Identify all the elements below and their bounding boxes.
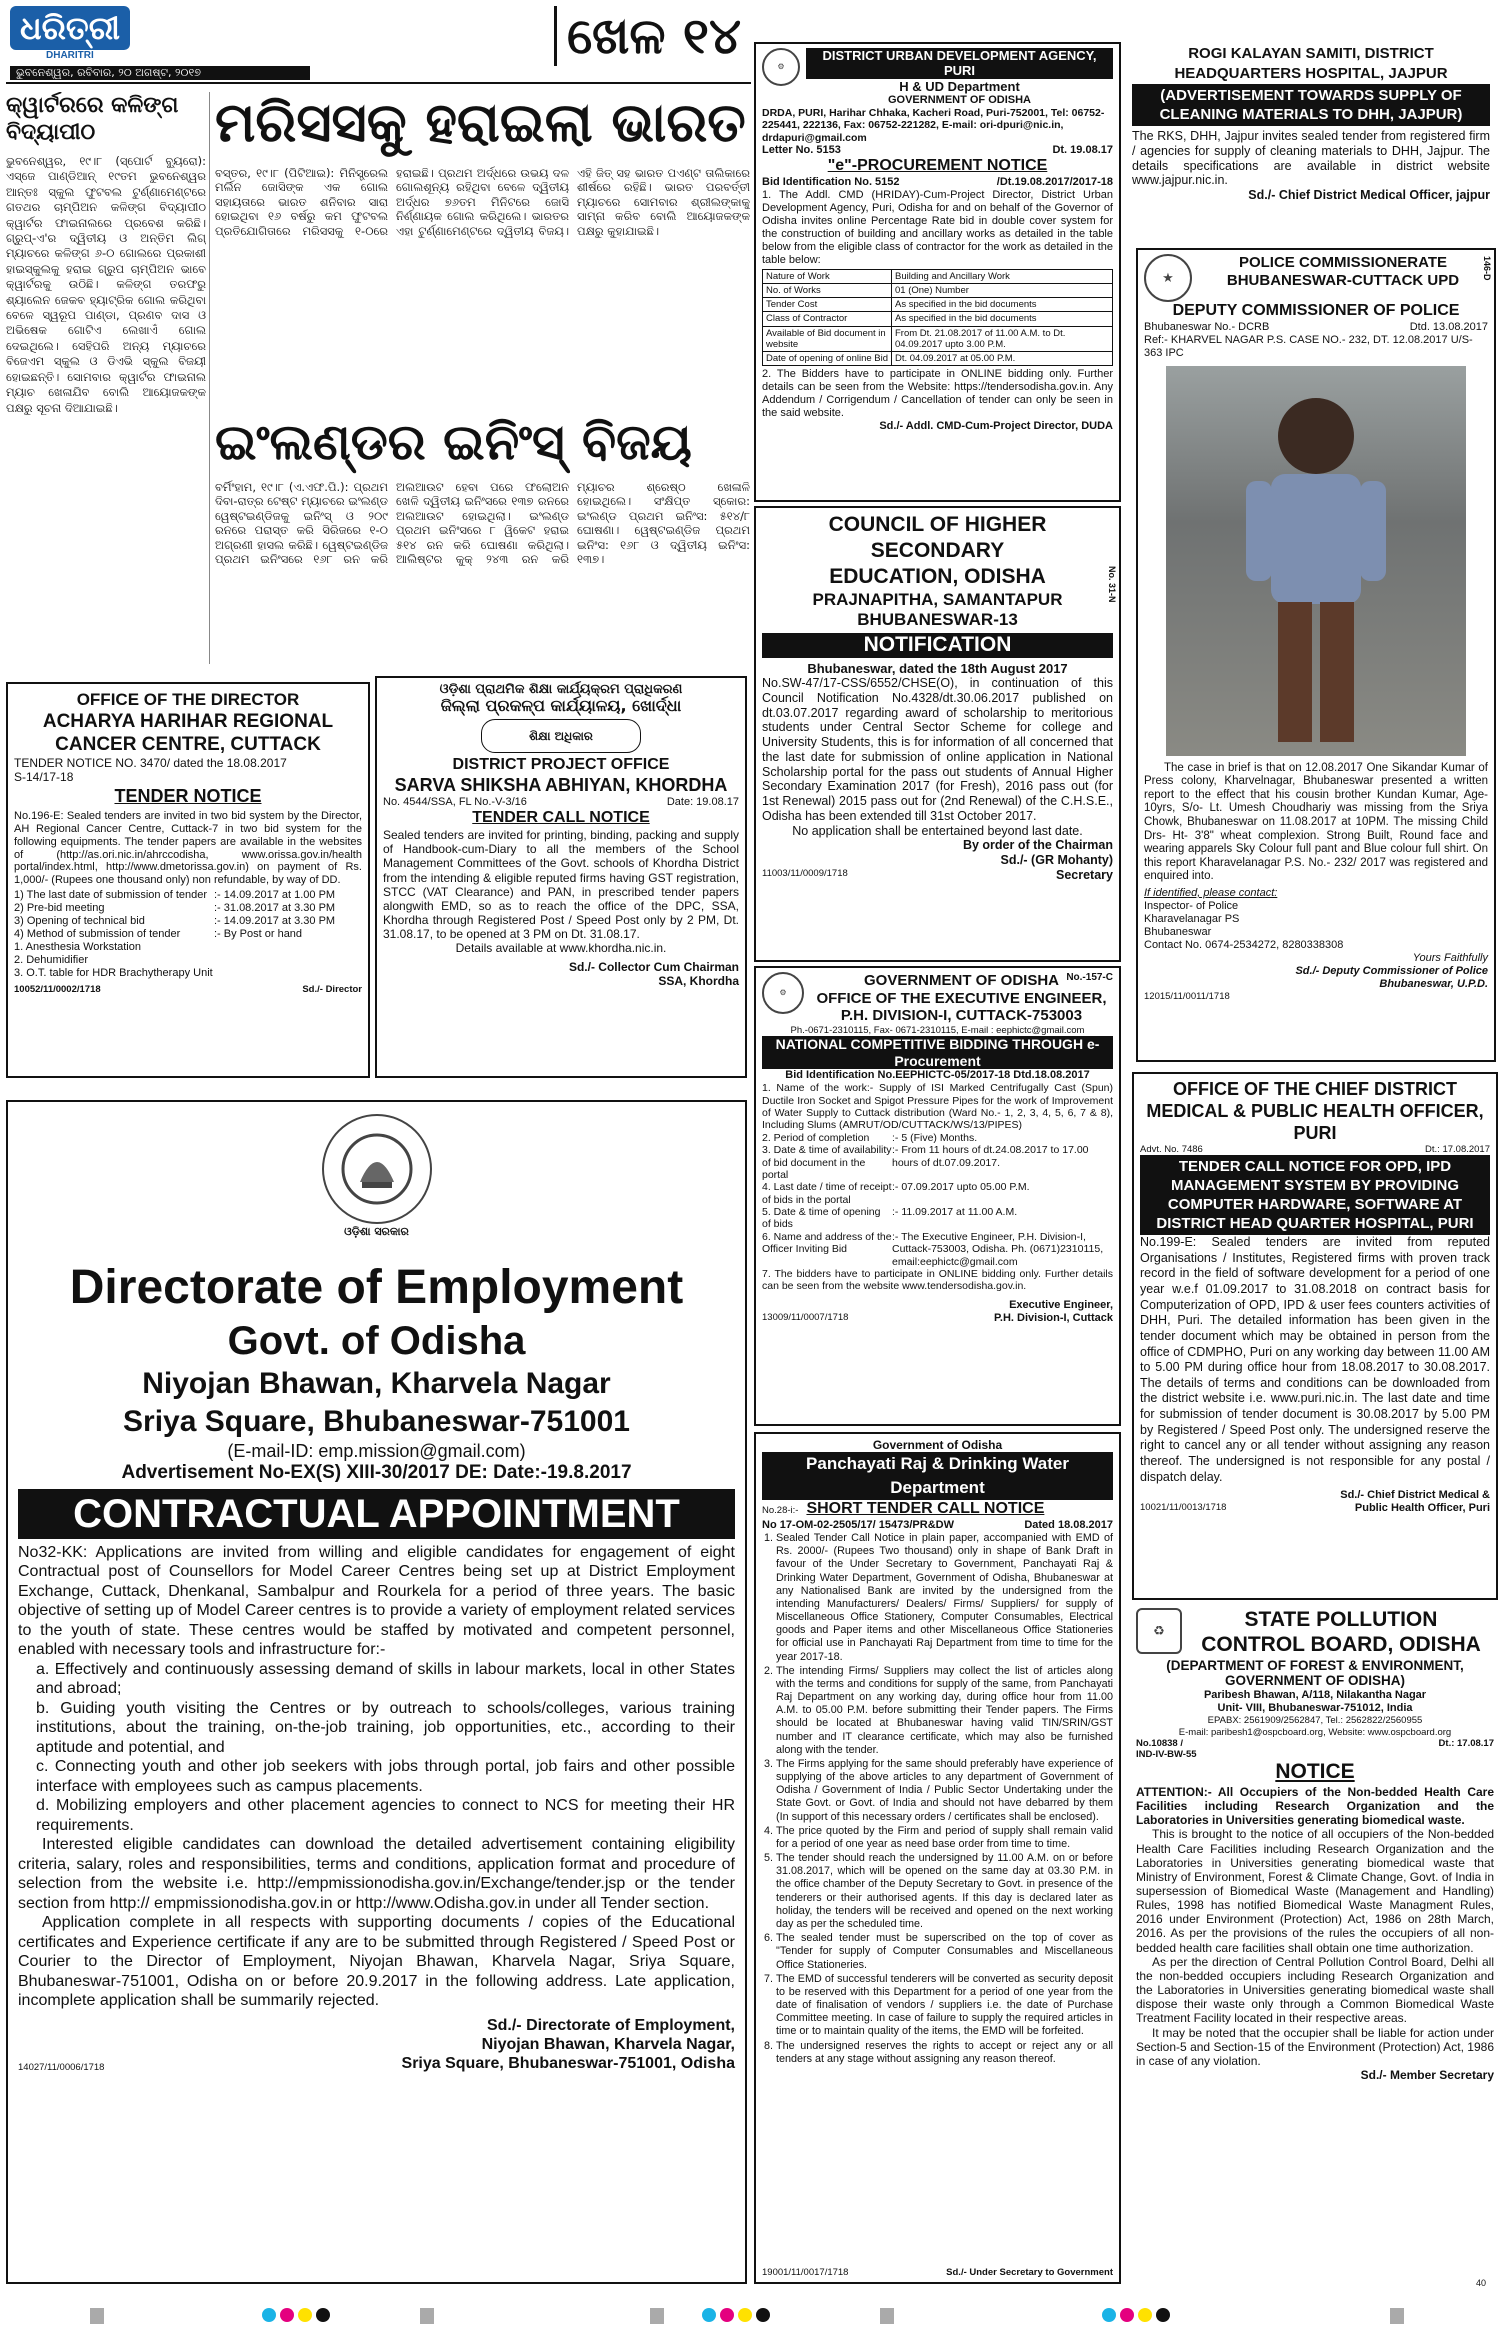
color-marks: [260, 2308, 332, 2325]
ad-sign: Sd./- Under Secretary to Government: [946, 2266, 1113, 2278]
ad-title: Niyojan Bhawan, Kharvela Nagar: [142, 1366, 611, 1400]
ad-banner: TENDER CALL NOTICE FOR OPD, IPD MANAGEMENT SYSTEM BY PROVIDING COMPUTER HARDWARE, SOFTWARE AT DISTRICT HEAD QUARTER HOSPITAL, PURI: [1140, 1155, 1490, 1235]
point-item: d. Mobilizing employers and other placement agencies to connect to NCS for meeting their HR requirements.: [36, 1797, 735, 1834]
ad-number: No.10838 /: [1136, 1737, 1183, 1749]
ad-body: 1. The Addl. CMD (HRIDAY)-Cum-Project Director, District Urban Development Agency, Puri, Odisha for and on behalf of the Governor of Odisha invites online Percentage Rate bid in double cover system for the construction of building and ancillary works as detailed in the table below from the eligible class of contractor for the work as detailed in the table below:: [762, 188, 1113, 266]
dates-list: [14, 889, 362, 941]
ad-body: 2. The Bidders have to participate in ONLINE bidding only. Further details can be seen from the Website: https://tendersodisha.gov.in. Any Addendum / Corrigendum / Cancellation of tender can only be seen in the said website.: [762, 368, 1113, 420]
ad-title: GOVERNMENT OF ODISHA: [887, 93, 1031, 106]
letter-number: Letter No. 5153: [762, 144, 841, 157]
side-code: No. 31-N: [1107, 566, 1117, 603]
table-row: No. of Works 01 (One) Number: [763, 283, 1113, 297]
ad-address: Paribesh Bhawan, A/118, Nilakantha Nagar: [1203, 1689, 1427, 1702]
black-mark: [1156, 2308, 1170, 2322]
ad-date: Date: 19.08.17: [666, 796, 739, 809]
ad-date: Dtd. 13.08.2017: [1409, 320, 1488, 333]
ad-sign: Sriya Square, Bhubaneswar-751001, Odisha: [401, 2054, 735, 2072]
ad-ahrcc: [6, 682, 370, 1078]
ad-yours: Yours Faithfully: [1412, 951, 1488, 964]
cyan-mark: [262, 2308, 276, 2322]
ad-sign: Sd./- (GR Mohanty): [1000, 853, 1113, 868]
child-photo-icon: [1166, 366, 1466, 756]
ad-sign: Sd./- Directorate of Employment,: [486, 2016, 735, 2034]
yellow-mark: [1138, 2308, 1152, 2322]
ad-header: [762, 48, 1113, 107]
ad-date: Dated 18.08.2017: [1024, 1519, 1113, 1532]
color-marks: [700, 2308, 772, 2325]
page-label: ଖେଳ ୧୪: [554, 6, 741, 66]
ad-date: Dt.: 17.08.17: [1438, 1737, 1494, 1749]
ad-banner: NOTIFICATION: [762, 633, 1113, 658]
phd-row: 3. Date & time of availability of bid document in the portal :- From 11 hours of dt.24.08.2017 to 17.00 hours of dt.07.09.2017.: [762, 1144, 1089, 1181]
bid-id: Bid Identification No. 5152: [762, 175, 900, 188]
ad-title: CONTROL BOARD, ODISHA: [1201, 1632, 1481, 1656]
ad-banner: CONTRACTUAL APPOINTMENT: [18, 1489, 735, 1539]
ad-sign: Executive Engineer,: [1009, 1298, 1113, 1311]
ad-code: 14027/11/0006/1718: [18, 2062, 105, 2074]
ad-title: DEPUTY COMMISSIONER OF POLICE: [1172, 302, 1460, 319]
equipment-item: 1. Anesthesia Workstation: [14, 941, 141, 954]
list-item: 2. The intending Firms/ Suppliers may collect the list of articles along with the terms and conditions for supply of the same, from Panchayati Raj Department on any working day, during office hour from 11.00 A.M. to 05.00 P.M. before submitting their Tender papers. The Firms should be located at Bhubaneswar having valid TIN/SRIN/GST number and IT clearance certificate, which may also be furnished along with the tender.: [776, 1665, 1113, 1757]
list-item: 1. Sealed Tender Call Notice in plain paper, accompanied with EMD of Rs. 2000/- (Rupees Two thousand) only in shape of Bank Draft in favour of the Under Secretary to Government, Panchayati Raj & Drinking Water Department, Government of Odisha, Bhubaneswar at any Nationalised Bank are invited by the undersigned from the intending Manufacturers/ Dealers/ Firms/ Suppliers/ for supply of Miscellaneous Office Stationery, Computer Consumables, Electrical goods and Paper items and other Miscellaneous Office Stationeries for official use in Panchayati Raj Department from time to time for the year 2017-18.: [776, 1532, 1113, 1664]
ad-number: No.28-i:-: [762, 1505, 799, 1517]
table-row: Tender Cost As specified in the bid documents: [763, 298, 1113, 312]
ad-sign: Sd./- Deputy Commissioner of Police: [1295, 964, 1488, 977]
ad-footer: [14, 984, 362, 995]
ad-note: No application shall be entertained beyond last date.: [792, 823, 1083, 838]
spcb-logo-icon: ♻: [1136, 1608, 1182, 1654]
phd-row: 4. Last date / time of receipt of bids in the portal :- 07.09.2017 upto 05.00 P.M.: [762, 1181, 1030, 1206]
ad-footer: [762, 1312, 1113, 1325]
ad-contact: EPABX: 2561909/2562847, Tel.: 2562822/2560955: [1207, 1715, 1423, 1727]
masthead-logo: ଧରିତ୍ରୀ: [10, 6, 130, 50]
ad-banner: Panchayati Raj & Drinking Water Department: [762, 1452, 1113, 1500]
tender-ref: S-14/17-18: [14, 770, 74, 785]
ad-sign: Public Health Officer, Puri: [1354, 1502, 1490, 1515]
article-kalinga: [6, 92, 206, 664]
ad-title: DISTRICT URBAN DEVELOPMENT AGENCY, PURI: [806, 48, 1113, 79]
ad-address: DRDA, PURI, Harihar Chhaka, Kacheri Road, Puri-752001, Tel: 06752-225441, 222136, Fax: 06752-221282, E-mail: ori-dpuri@nic.in, drdapuri@gmail.com: [762, 106, 1105, 144]
list-item: 3. The Firms applying for the same should preferably have experience of supplying of the above articles to any department of Government of Odisha / Government of India / Public Sector Undertaking under the State Govt. or Govt. of India and should not have debarred by them (In support of this necessary orders / certificates shall be enclosed).: [776, 1758, 1113, 1824]
ad-phd: [754, 966, 1121, 1426]
ad-dated: Bhubaneswar, dated the 18th August 2017: [807, 660, 1068, 676]
ad-address: Unit- VIII, Bhubaneswar-751012, India: [1217, 1702, 1413, 1715]
ad-paragraph: Application complete in all respects with supporting documents / copies of the Educational certificates and Experience certificate if any are to be submitted through Registered / Speed Post or Courier to the Director of Employment, Niyojan Bhawan, Kharvela Nagar, Sriya Square, Bhubaneswar-751001, Odisha on or before 20.9.2017 in the following address. Late application, incomplete application shall be summarily rejected.: [18, 1914, 735, 2010]
ssa-logo-text: ଶିକ୍ଷା ଅଧିକାର: [529, 729, 593, 744]
ad-subtitle: (DEPARTMENT OF FOREST & ENVIRONMENT, GOVERNMENT OF ODISHA): [1166, 1657, 1464, 1689]
emblem-text: ଓଡ଼ିଶା ସରକାର: [344, 1225, 409, 1238]
ad-header: [1136, 1608, 1494, 1658]
ad-title: STATE POLLUTION: [1244, 1608, 1438, 1631]
contact-line: Contact No. 0674-2534272, 8280338308: [1144, 938, 1344, 951]
ad-body: 1. Name of the work:- Supply of ISI Marked Centrifugally Cast (Spun) Ductile Iron Socket and Spigot Pressure Pipes for the work of Improvement of Water Supply to Cuttack distribution (Ward No.- 1, 2, 3, 4, 5, 6, 7 & 8), Including Slums (AMRUT/OD/CUTTACK/WS/13/PIPES): [762, 1082, 1113, 1132]
point-item: b. Guiding youth visiting the Centres or by outreach to schools/colleges, various training institutions, about the training, on-the-job training, job opportunities, etc., according to their aptitude and potential, and: [36, 1699, 735, 1756]
ad-body: No.199-E: Sealed tenders are invited from reputed Organisations / Institutes, Registered firms with proven track record in the field of software development for a period of one year w.e.f 01.09.2017 to 31.08.2018 on contract basis for Computerization of OPD, IPD & user fees counters activities of DHH, Puri. The detailed information has been given in the tender document which may be obtained in person from the office of CDMPHO, Puri on any working day between 11.00 AM to 5.00 PM during office hour from 18.08.2017 to 30.08.2017. The details of terms and conditions can be downloaded from the district website i.e. www.puri.nic.in. The last date and time for submission of tender document is 30.08.2017 by 5.00 PM by Registered / Speed Post only. The undersigned reserve the right to cancel any or all tender without assigning any reason thereof. The undersigned is not responsible for any postal / dispatch delay.: [1140, 1235, 1490, 1484]
magenta-mark: [280, 2308, 294, 2322]
ad-title: Govt. of Odisha: [227, 1318, 526, 1363]
ad-sign: Sd./- Member Secretary: [1360, 2068, 1494, 2083]
ad-body: The RKS, DHH, Jajpur invites sealed tender from registered firm / agencies for supply of cleaning materials to DHH, Jajpur. The details specifications are available in district website www.jajpur.nic.in.: [1132, 129, 1490, 188]
gray-bar: [90, 2308, 104, 2324]
ad-title: BHUBANESWAR-13: [857, 610, 1018, 630]
bid-id: Bid Identification No.EEPHICTC-05/2017-18 Dtd.18.08.2017: [785, 1069, 1090, 1082]
page-number: 40: [1476, 2278, 1487, 2288]
ad-heading-row: [762, 1500, 1113, 1519]
phd-row: 2. Period of completion :- 5 (Five) Months.: [762, 1131, 978, 1144]
magenta-mark: [1120, 2308, 1134, 2322]
duda-table: [762, 269, 1113, 366]
points-list: [18, 1660, 735, 1836]
ad-title: Government of Odisha: [872, 1438, 1003, 1452]
ad-number: No. 4544/SSA, FL No.-V-3/16: [383, 796, 527, 809]
ad-title: ROGI KALAYAN SAMITI, DISTRICT HEADQUARTERS HOSPITAL, JAJPUR: [1174, 45, 1448, 82]
gray-bar: [1390, 2308, 1404, 2324]
article-headline: କ୍ୱାର୍ଟରରେ କଳିଙ୍ଗ ବିଦ୍ୟାପୀଠ: [6, 93, 179, 145]
bid-meta: [762, 176, 1113, 189]
ad-number: Advt. No. 7486: [1140, 1144, 1203, 1155]
prdw-list: [762, 1532, 1113, 2066]
ad-police: [1136, 248, 1496, 1062]
dates-row: 2) Pre-bid meeting :- 31.08.2017 at 3.30 PM: [14, 902, 336, 915]
ad-body: This is brought to the notice of all occupiers of the Non-bedded Health Care Facilities including Research Organization and the Laboratories in Universities generating biomedical waste that Ministry of Environment, Forest & Climate Change, Govt. of India in supersession of Biomedical Waste (Management and Handling) Rules, 1998 has notified Biomedical Waste Managment Rules, 2016 under Environment (Protection) Act, 1986 on 28th March, 2016. As per the provisions of the rules the occupiers of all non-bedded health care facilities shall obtain one time authorization.: [1136, 1827, 1494, 1955]
ad-date: Dt.: 17.08.2017: [1425, 1144, 1490, 1155]
ad-meta: [383, 796, 739, 809]
color-marks: [1100, 2308, 1172, 2325]
dates-row: 4) Method of submission of tender :- By Post or hand: [14, 928, 303, 941]
ad-meta: [1144, 321, 1488, 334]
ad-banner: (ADVERTISEMENT TOWARDS SUPPLY OF CLEANING MATERIALS TO DHH, JAJPUR): [1132, 84, 1490, 126]
ad-title: OFFICE OF THE CHIEF DISTRICT MEDICAL & PUBLIC HEALTH OFFICER, PURI: [1146, 1079, 1484, 1143]
ad-meta: [762, 144, 1113, 157]
ad-sign: Sd./- Chief District Medical &: [1340, 1489, 1490, 1502]
emblem-icon: ⚙: [762, 972, 804, 1014]
ad-banner: NATIONAL COMPETITIVE BIDDING THROUGH e-Procurement: [762, 1036, 1113, 1069]
ad-meta: [1140, 1144, 1490, 1155]
ad-heading: TENDER NOTICE: [114, 786, 262, 807]
ssa-logo: [481, 719, 641, 753]
ad-footer: [18, 2055, 735, 2074]
emblem-icon: ⚙: [762, 48, 800, 86]
ad-body: As per the direction of Central Pollution Control Board, Delhi all the non-bedded occupiers including Research Organization and the Laboratories in Universities generating biomedical waste shall dispose their waste only through a Common Biomedical Waste Treatment Facility located in their respective areas.: [1136, 1954, 1494, 2026]
ad-title: COUNCIL OF HIGHER SECONDARY: [828, 513, 1047, 562]
ad-title: Directorate of Employment: [69, 1260, 684, 1314]
ad-title: SARVA SHIKSHA ABHIYAN, KHORDHA: [394, 775, 728, 796]
article-headline: ମରିସସକୁ ହରାଇଲା ଭାରତ: [215, 91, 746, 154]
table-row: Nature of Work Building and Ancillary Work: [763, 269, 1113, 283]
ad-sign: Sd./- Chief District Medical Officer, jajpur: [1248, 188, 1490, 202]
ad-spcb: [1132, 1604, 1498, 2292]
contact-line: Inspector- of Police: [1144, 899, 1239, 912]
ad-sign: P.H. Division-I, Cuttack: [994, 1311, 1113, 1324]
list-item: 5. The tender should reach the undersigned by 11.00 A.M. on or before 31.08.2017, which will be opened on the same day at 03.30 P.M. in the office chamber of the Deputy Secretary to Govt. in presence of the tenderers or their authorised agents. If this day is declared later as holiday, the tenders will be received and opened on the next working day as per the scheduled time.: [776, 1852, 1113, 1931]
ad-code: 11003/11/0009/1718: [762, 867, 848, 879]
ad-body: No.196-E: Sealed tenders are invited in two bid system by the Director, AH Regional Cancer Centre, Cuttack-7 in two bid system for the following equipments. The tender papers are available in the websites of (http://as.ori.nic.in/ahrccodisha, www.orissa.gov.in/health portal/index.html, http://www.dmetorissa.gov.in) on payment of Rs. 1,000/- (Rupees one thousand only) non refundable, by way of DD.: [14, 809, 362, 887]
missing-child-photo: [1166, 366, 1466, 756]
ad-code: 12015/11/0011/1718: [1144, 990, 1230, 1002]
yellow-mark: [298, 2308, 312, 2322]
phd-rows: [762, 1132, 1113, 1268]
print-registration-marks: [0, 2300, 1500, 2330]
yellow-mark: [738, 2308, 752, 2322]
table-row: Date of opening of online Bid Dt. 04.09.2017 at 05.00 P.M.: [763, 351, 1113, 365]
contact-line: Kharavelanagar PS: [1144, 912, 1240, 925]
point-item: c. Connecting youth and other job seekers with jobs through portal, job fairs and other possible interface with employees such as campus placements.: [36, 1758, 735, 1795]
masthead-rule: [6, 82, 751, 84]
ad-paragraph: Interested eligible candidates can download the detailed advertisement containing eligibility criteria, salary, roles and responsibilities, terms and conditions, application format and procedure of selection from the website i.e. http://empmissionodisha.gov.in/Exchange/tender.jsp or the tender section from http:// empmissionodisha.gov.in or http://www.Odisha.gov.in under all Tender section.: [18, 1836, 735, 1912]
contact-line: Bhubaneswar: [1144, 925, 1212, 938]
ad-number: Bhubaneswar No.- DCRB: [1144, 320, 1270, 333]
ad-title: GOVERNMENT OF ODISHA: [863, 972, 1059, 989]
article-body: ବର୍ମିଂହାମ, ୧୯।୮ (ଏ.ଏଫ.ପି.): ପ୍ରଥମ ଦିବା-ରାତ୍ର ଟେଷ୍ଟ ମ୍ୟାଚରେ ଇଂଲଣ୍ଡ ୱେଷ୍ଟଇଣ୍ଡିଜକୁ ଇନିଂସ୍ ଓ ୨୦୯ ରନରେ ପରାସ୍ତ କରି ସିରିଜରେ ୧-୦ ଅଗ୍ରଣୀ ହାସଲ କରିଛି। ୱେଷ୍ଟଇଣ୍ଡିଜ ପ୍ରଥମ ଇନିଂସରେ ୧୬୮ ରନ କରି ଅଲଆଉଟ ହେବା ପରେ ଫଲୋଅନ ଖେଳି ଦ୍ୱିତୀୟ ଇନିଂସରେ ୧୩୭ ରନରେ ଅଲଆଉଟ ହୋଇଥିଲା। ଇଂଲଣ୍ଡ ପ୍ରଥମ ଇନିଂସରେ ୮ ୱିକେଟ ହରାଇ ୫୧୪ ରନ କରି ଘୋଷଣା କରିଥିଲା। ଆଲିଷ୍ଟର କୁକ୍ ୨୪୩ ରନ କରି ମ୍ୟାଚର ଶ୍ରେଷ୍ଠ ଖେଳାଳି ହୋଇଥିଲେ। ସଂକ୍ଷିପ୍ତ ସ୍କୋର: ଇଂଲଣ୍ଡ ପ୍ରଥମ ଇନିଂସ: ୫୧୪/୮ ଘୋଷଣା। ୱେଷ୍ଟଇଣ୍ଡିଜ ପ୍ରଥମ ଇନିଂସ: ୧୬୮ ଓ ଦ୍ୱିତୀୟ ଇନିଂସ: ୧୩୭।: [215, 480, 750, 566]
ad-code: 10021/11/0013/1718: [1140, 1502, 1227, 1514]
ad-heading: SHORT TENDER CALL NOTICE: [806, 1500, 1045, 1518]
ad-chse: [754, 506, 1121, 962]
cyan-mark: [702, 2308, 716, 2322]
phd-row: 6. Name and address of the Officer Inviting Bid :- The Executive Engineer, P.H. Division-I, Cuttack-753003, Odisha. Ph. (0671)2310115, email:eephictc@gmail.com: [762, 1230, 1104, 1268]
ad-heading: TENDER CALL NOTICE: [472, 809, 650, 827]
dateline: ଭୁବନେଶ୍ୱର, ରବିବାର, ୨୦ ଅଗଷ୍ଟ, ୨୦୧୭: [10, 66, 310, 80]
ad-email: E-mail: paribesh1@ospcboard.org, Website: www.ospcboard.org: [1178, 1726, 1452, 1738]
ad-sign: Bhubaneswar, U.P.D.: [1379, 977, 1488, 990]
ad-code: 19001/11/0017/1718: [762, 2266, 849, 2278]
ad-rks: [1128, 40, 1494, 240]
gray-bar: [650, 2308, 664, 2324]
ad-body: 7. The bidders have to participate in ONLINE bidding only. Further details can be seen from the website www.tendersodisha.gov.in.: [762, 1267, 1113, 1293]
ad-odia-title: ଓଡ଼ିଶା ପ୍ରାଥମିକ ଶିକ୍ଷା କାର୍ଯ୍ୟକ୍ରମ ପ୍ରାଧିକରଣ: [439, 682, 683, 697]
side-code: 146-D: [1482, 256, 1492, 281]
ad-heading: "e"-PROCUREMENT NOTICE: [827, 157, 1048, 175]
ad-body: The case in brief is that on 12.08.2017 One Sikandar Kumar of Press colony, Kharvelnagar, Bhubaneswar presented a written report to the effect that his cousin brother Kundan Kumar, Age-10yrs, S/o- Lt. Umesh Choudhariy was missing from the Sriya Chowk, Bhubaneswar on 11.08.2017 at 10PM. The missing Child Drs- Ht- 3'8" wheat complexion. Strong Built, Round face and wearing apparels Sky Colour full pant and Blue colour full shirt. On this report Kharavelanagar P.S. No.- 232/ 2017 was registered and enquired into.: [1144, 761, 1488, 883]
ad-sign: SSA, Khordha: [658, 973, 739, 988]
ad-title: DISTRICT PROJECT OFFICE: [452, 756, 670, 774]
cyan-mark: [1102, 2308, 1116, 2322]
ad-title: Sriya Square, Bhubaneswar-751001: [123, 1404, 630, 1438]
article-headline: ଇଂଲଣ୍ଡର ଇନିଂସ୍ ବିଜୟ: [215, 413, 692, 471]
ad-title: OFFICE OF THE EXECUTIVE ENGINEER, P.H. DIVISION-I, CUTTACK-753003: [816, 989, 1107, 1025]
article-england: [215, 410, 750, 666]
ad-code: 13009/11/0007/1718: [762, 1311, 849, 1323]
ad-sign: Sd./- Director: [302, 984, 362, 996]
ad-sign: Sd./- Addl. CMD-Cum-Project Director, DUDA: [879, 420, 1113, 432]
contact-head: If identified, please contact:: [1144, 886, 1278, 899]
bid-date: /Dt.19.08.2017/2017-18: [996, 175, 1113, 188]
article-body: ବସ୍ତର, ୧୯।୮ (ପିଟିଆଇ): ମିନିସ୍ତ୍ରେଲ ମର୍ଲିନ ଜୋସିଙ୍କ ଏକ ଗୋଲ ସହାୟତାରେ ଭାରତ ଶନିବାର ସାରା ହୋଇଥିବା ୧୬ ବର୍ଷରୁ କମ ଫୁଟବଲ ପ୍ରତିଯୋଗିତାରେ ମରିସସକୁ ୧-୦ରେ ହରାଇଛି। ପ୍ରଥମ ଅର୍ଦ୍ଧରେ ଉଭୟ ଦଳ ଗୋଲଶୂନ୍ୟ ରହିଥିବା ବେଳେ ଦ୍ୱିତୀୟ ଅର୍ଦ୍ଧର ୭୬ତମ ମିନିଟରେ ଜୋସି ନିର୍ଣ୍ଣାୟକ ଗୋଲ କରିଥିଲେ। ଭାରତର ଏହା ଟୁର୍ଣ୍ଣାମେଣ୍ଟରେ ଦ୍ୱିତୀୟ ବିଜୟ। ଏହି ଜିତ୍ ସହ ଭାରତ ପଏଣ୍ଟ ତାଲିକାରେ ଶୀର୍ଷରେ ରହିଛି। ଭାରତ ପରବର୍ତ୍ତୀ ମ୍ୟାଚରେ ସୋମବାର ଶ୍ରୀଲଙ୍କାକୁ ସାମ୍ନା କରିବ ବୋଲି ଆୟୋଜକଙ୍କ ପକ୍ଷରୁ କୁହାଯାଇଛି।: [215, 166, 750, 238]
masthead: [6, 4, 751, 80]
equipment-item: 3. O.T. table for HDR Brachytherapy Unit: [14, 967, 213, 980]
ad-sign: Secretary: [1056, 867, 1113, 882]
ad-sign: By order of the Chairman: [962, 838, 1113, 853]
ad-code: 10052/11/0002/1718: [14, 984, 101, 996]
ad-prdw: [754, 1432, 1121, 2284]
ad-body: Sealed tenders are invited for printing, binding, packing and supply of Handbook-cum-Diary to all the members of the School Management Committees of the Govt. schools of Khordha District from the intending & eligible reputed firms having GST registration, STCC (VAT Clearance) and PAN, in prescribed tender papers alongwith EMD, so as to reach the office of the DPC, SSA, Khordha through Registered Post / Speed Post only by 2 PM, Dt. 31.08.17, to be opened at 3 PM on Dt. 31.08.17.: [383, 828, 739, 942]
table-row: Class of Contractor As specified in the bid documents: [763, 312, 1113, 326]
equipment-item: 2. Dehumidifier: [14, 954, 88, 967]
ad-duda: [754, 42, 1121, 502]
letter-date: Dt. 19.08.17: [1052, 144, 1113, 157]
ad-meta: [1136, 1738, 1494, 1749]
ad-title: BHUBANESWAR-CUTTACK UPD: [1226, 271, 1460, 289]
tender-number: TENDER NOTICE NO. 3470/ dated the 18.08.2017: [14, 756, 287, 771]
ad-contact: Ph.-0671-2310115, Fax- 0671-2310115, E-mail : eephictc@gmail.com: [790, 1025, 1085, 1037]
ad-attention: ATTENTION:- All Occupiers of the Non-bedded Health Care Facilities including Research Organization and the Laboratories in Universities generating biomedical waste.: [1136, 1784, 1494, 1828]
list-item: 7. The EMD of successful tenderers will be converted as security deposit to be reserved with this Department for a period of one year from the date of finalisation of vendors / suppliers i.e. the date of Purchase Committee meeting. In case of failure to supply the required articles in time or to maintain quality of the items, the EMD will be forfeited.: [776, 1973, 1113, 2039]
ad-employment: [6, 1100, 747, 2284]
list-item: 8. The undersigned reserves the rights to accept or reject any or all tenders at any stage without assigning any reason thereof.: [776, 2040, 1113, 2066]
ad-details: Details available at www.khordha.nic.in.: [455, 941, 667, 956]
article-body: ଭୁବନେଶ୍ୱର, ୧୯।୮ (ସ୍ପୋର୍ଟ ବ୍ୟୁରୋ): ଏସ୍‌ଜେ ପାଣ୍ଡିଆନ୍ ୧୯ତମ ଭୁବନେଶ୍ୱର ଆନ୍ତଃ ସ୍କୁଲ ଫୁଟବଲ ଟୁର୍ଣ୍ଣାମେଣ୍ଟରେ ଗତଥର ଚାମ୍ପିଅନ କଳିଙ୍ଗ ବିଦ୍ୟାପୀଠ କ୍ୱାର୍ଟର ଫାଇନାଲରେ ପ୍ରବେଶ କରିଛି। ଗ୍ରୁପ୍‌-ଏ'ର ଦ୍ୱିତୀୟ ଓ ଅନ୍ତିମ ଲିଗ୍ ମ୍ୟାଚରେ କଳିଙ୍ଗ ୬-୦ ଗୋଲରେ ପ୍ରକାଶୀ ହାଇସ୍କୁଲକୁ ହରାଇ ଗ୍ରୁପ ଚାମ୍ପିଅନ ଭାବେ କ୍ୱାର୍ଟରକୁ ଉଠିଛି। କଳିଙ୍ଗ ତରଫରୁ ଶ୍ୟାଲେନ ଜେକବ ହ୍ୟାଟ୍ରିକ ଗୋଲ କରିଥିବା ବେଳେ ସ୍ୱରୂପ ପାଣ୍ଡା, ପ୍ରଣବ ଦାସ ଓ ଅଭିଷେକ ଗୋଟିଏ ଲେଖାଏଁ ଗୋଲ ଦେଇଥିଲେ। ସେହିପରି ଅନ୍ୟ ମ୍ୟାଚରେ ବିଜେଏମ ସ୍କୁଲ ଓ ଡିଏଭି ସ୍କୁଲ ବିଜୟୀ ହୋଇଛନ୍ତି। ସୋମବାର କ୍ୱାର୍ଟର ଫାଇନାଲ ମ୍ୟାଚ ଖେଳାଯିବ ବୋଲି ଆୟୋଜକଙ୍କ ପକ୍ଷରୁ ସୂଚନା ଦିଆଯାଇଛି।: [6, 154, 206, 415]
ad-ref: Ref:- KHARVEL NAGAR P.S. CASE NO.- 232, DT. 12.08.2017 U/S-363 IPC: [1144, 333, 1473, 359]
ad-footer: [1140, 1502, 1490, 1515]
ad-body: It may be noted that the occupier shall be liable for action under Section-5 and Section-15 of the Environment (Protection) Act, 1986 in case of any violation.: [1136, 2025, 1494, 2068]
ad-number: No.-157-C: [1066, 972, 1113, 983]
ad-body: No.SW-47/17-CSS/6552/CHSE(O), in continuation of this Council Notification No.4328/dt.30.06.2017 published on dt.03.07.2017 regarding award of scholarship to meritorious students under Central Sector Scheme for college and University Students, this is for information of all concerned that the last date for submission of online application in National Scholarship portal for the pass out students of Annual Higher Secondary Examination 2017 (for Fresh), 2016 pass out (for 1st Renewal) 2015 pass out for (2nd Renewal) of the C.H.S.E., Odisha has been extended till 31st October 2017.: [762, 676, 1113, 823]
black-mark: [756, 2308, 770, 2322]
dates-row: 3) Opening of technical bid :- 14.09.2017 at 3.30 PM: [14, 915, 336, 928]
ad-title: ACHARYA HARIHAR REGIONAL CANCER CENTRE, CUTTACK: [42, 711, 334, 756]
ad-email: (E-mail-ID: emp.mission@gmail.com): [227, 1440, 526, 1461]
ad-title: H & UD Department: [899, 78, 1020, 94]
point-item: a. Effectively and continuously assessing demand of skills in labour markets, local in other States and abroad;: [36, 1660, 735, 1698]
ad-sign: Sd./- Collector Cum Chairman: [568, 959, 739, 974]
emblem: [322, 1114, 432, 1224]
gray-bar: [420, 2308, 434, 2324]
ad-meta: [762, 1519, 1113, 1532]
ad-heading: NOTICE: [1275, 1760, 1355, 1784]
ad-footer: [762, 868, 1113, 883]
dates-row: 1) The last date of submission of tender :- 14.09.2017 at 1.00 PM: [14, 889, 336, 902]
table-row: Available of Bid document in website From Dt. 21.08.2017 of 11.00 A.M. to Dt. 04.09.2017 upto 3.00 P.M.: [763, 326, 1113, 351]
ad-ssa: [375, 676, 747, 1078]
ad-title: PRAJNAPITHA, SAMANTAPUR: [812, 590, 1063, 609]
ad-header: [762, 972, 1113, 1025]
ad-cdmo: [1132, 1072, 1498, 1600]
list-item: 6. The sealed tender must be superscribed on the top of cover as "Tender for supply of Computer Consumables and Miscellaneous Office Stationeries.: [776, 1932, 1113, 1972]
ad-header: [1144, 254, 1488, 302]
masthead-logo-en: DHARITRI: [46, 50, 94, 61]
ad-title: OFFICE OF THE DIRECTOR: [76, 690, 300, 709]
gray-bar: [880, 2308, 894, 2324]
black-mark: [316, 2308, 330, 2322]
ad-number: No 17-OM-02-2505/17/ 15473/PR&DW: [762, 1519, 954, 1532]
article-mauritius: [215, 88, 750, 408]
ad-number: Advertisement No-EX(S) XIII-30/2017 DE: Date:-19.8.2017: [121, 1462, 632, 1484]
phd-row: 5. Date & time of opening of bids :- 11.09.2017 at 11.00 A.M.: [762, 1206, 1018, 1231]
ad-footer: [762, 2267, 1113, 2278]
ad-intro: No32-KK: Applications are invited from willing and eligible candidates for engagement of eight Contractual post of Counsellors for Model Career Centres being set up at District Employment Exchange, Cuttack, Dhenkanal, Sambalpur and Rourkela for a period of three years. The basic objective of setting up of Model Career centres is to provide a variety of employment related services to the youth of state. These centres would be staffed by motivated and competent personnel, enabled with necessary tools and infrastructure for:-: [18, 1543, 735, 1659]
column-rule: [209, 92, 210, 664]
magenta-mark: [720, 2308, 734, 2322]
emblem-icon: [340, 1132, 414, 1206]
police-emblem-icon: ★: [1144, 254, 1192, 302]
ad-odia-title: ଜିଲ୍ଲା ପ୍ରକଳ୍ପ କାର୍ଯ୍ୟାଳୟ, ଖୋର୍ଦ୍ଧା: [440, 696, 682, 716]
ad-ref: IND-IV-BW-55: [1136, 1748, 1197, 1760]
ad-title: EDUCATION, ODISHA: [829, 565, 1046, 588]
ad-sign: Niyojan Bhawan, Kharvela Nagar,: [481, 2035, 735, 2053]
ad-title: POLICE COMMISSIONERATE: [1238, 254, 1448, 271]
list-item: 4. The price quoted by the Firm and period of supply shall remain valid for a period of one year as need base order from time to time.: [776, 1825, 1113, 1851]
